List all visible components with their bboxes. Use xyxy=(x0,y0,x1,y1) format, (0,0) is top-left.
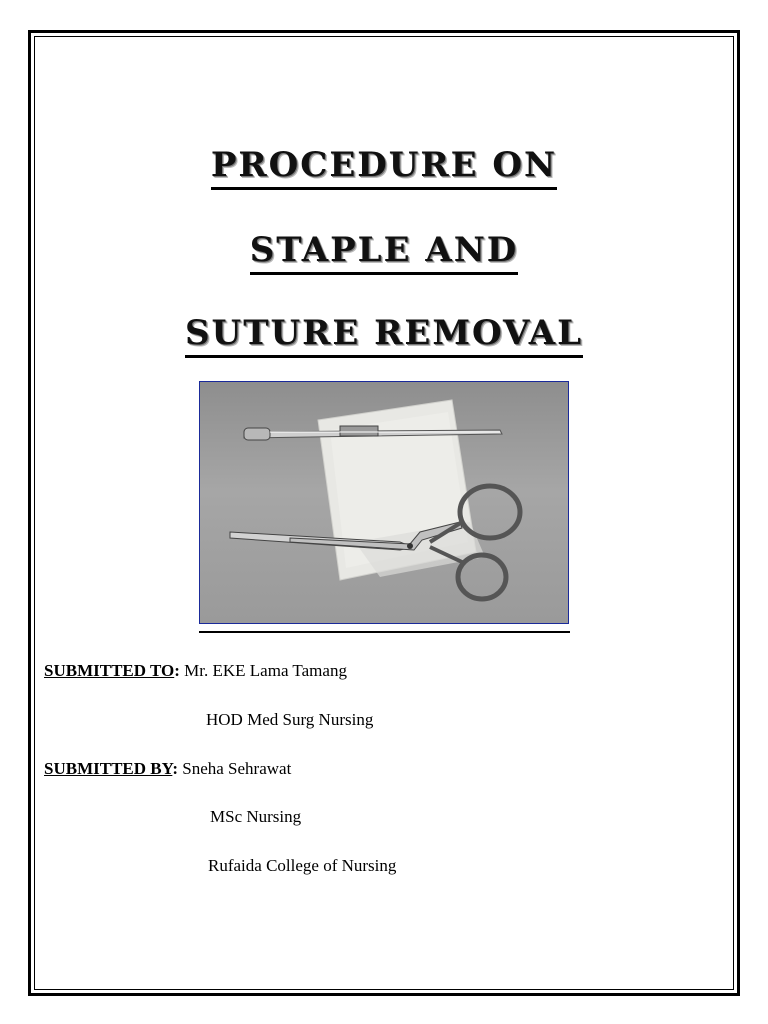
submitted-to-position: HOD Med Surg Nursing xyxy=(206,710,374,729)
title-line-1: PROCEDURE ON xyxy=(0,145,768,185)
title-line-2: STAPLE AND xyxy=(0,230,768,270)
submitted-by-colon: : xyxy=(172,759,179,778)
title-line-3: SUTURE REMOVAL xyxy=(0,313,768,353)
submitted-by-institution: Rufaida College of Nursing xyxy=(208,856,397,875)
submitted-to-colon: : xyxy=(174,661,180,680)
submitted-by-name: Sneha Sehrawat xyxy=(182,759,292,778)
forceps-and-scissors-on-gauze-icon xyxy=(200,382,568,623)
submitted-by-row xyxy=(44,759,291,779)
submitted-to-name: Mr. EKE Lama Tamang xyxy=(184,661,347,680)
instruments-photo xyxy=(199,381,569,624)
submitted-to-label: SUBMITTED TO xyxy=(44,661,175,680)
submitted-by-course: MSc Nursing xyxy=(210,807,302,826)
submitted-by-label: SUBMITTED BY xyxy=(44,759,173,778)
submitted-to-row xyxy=(44,661,347,681)
horizontal-rule xyxy=(199,631,570,633)
